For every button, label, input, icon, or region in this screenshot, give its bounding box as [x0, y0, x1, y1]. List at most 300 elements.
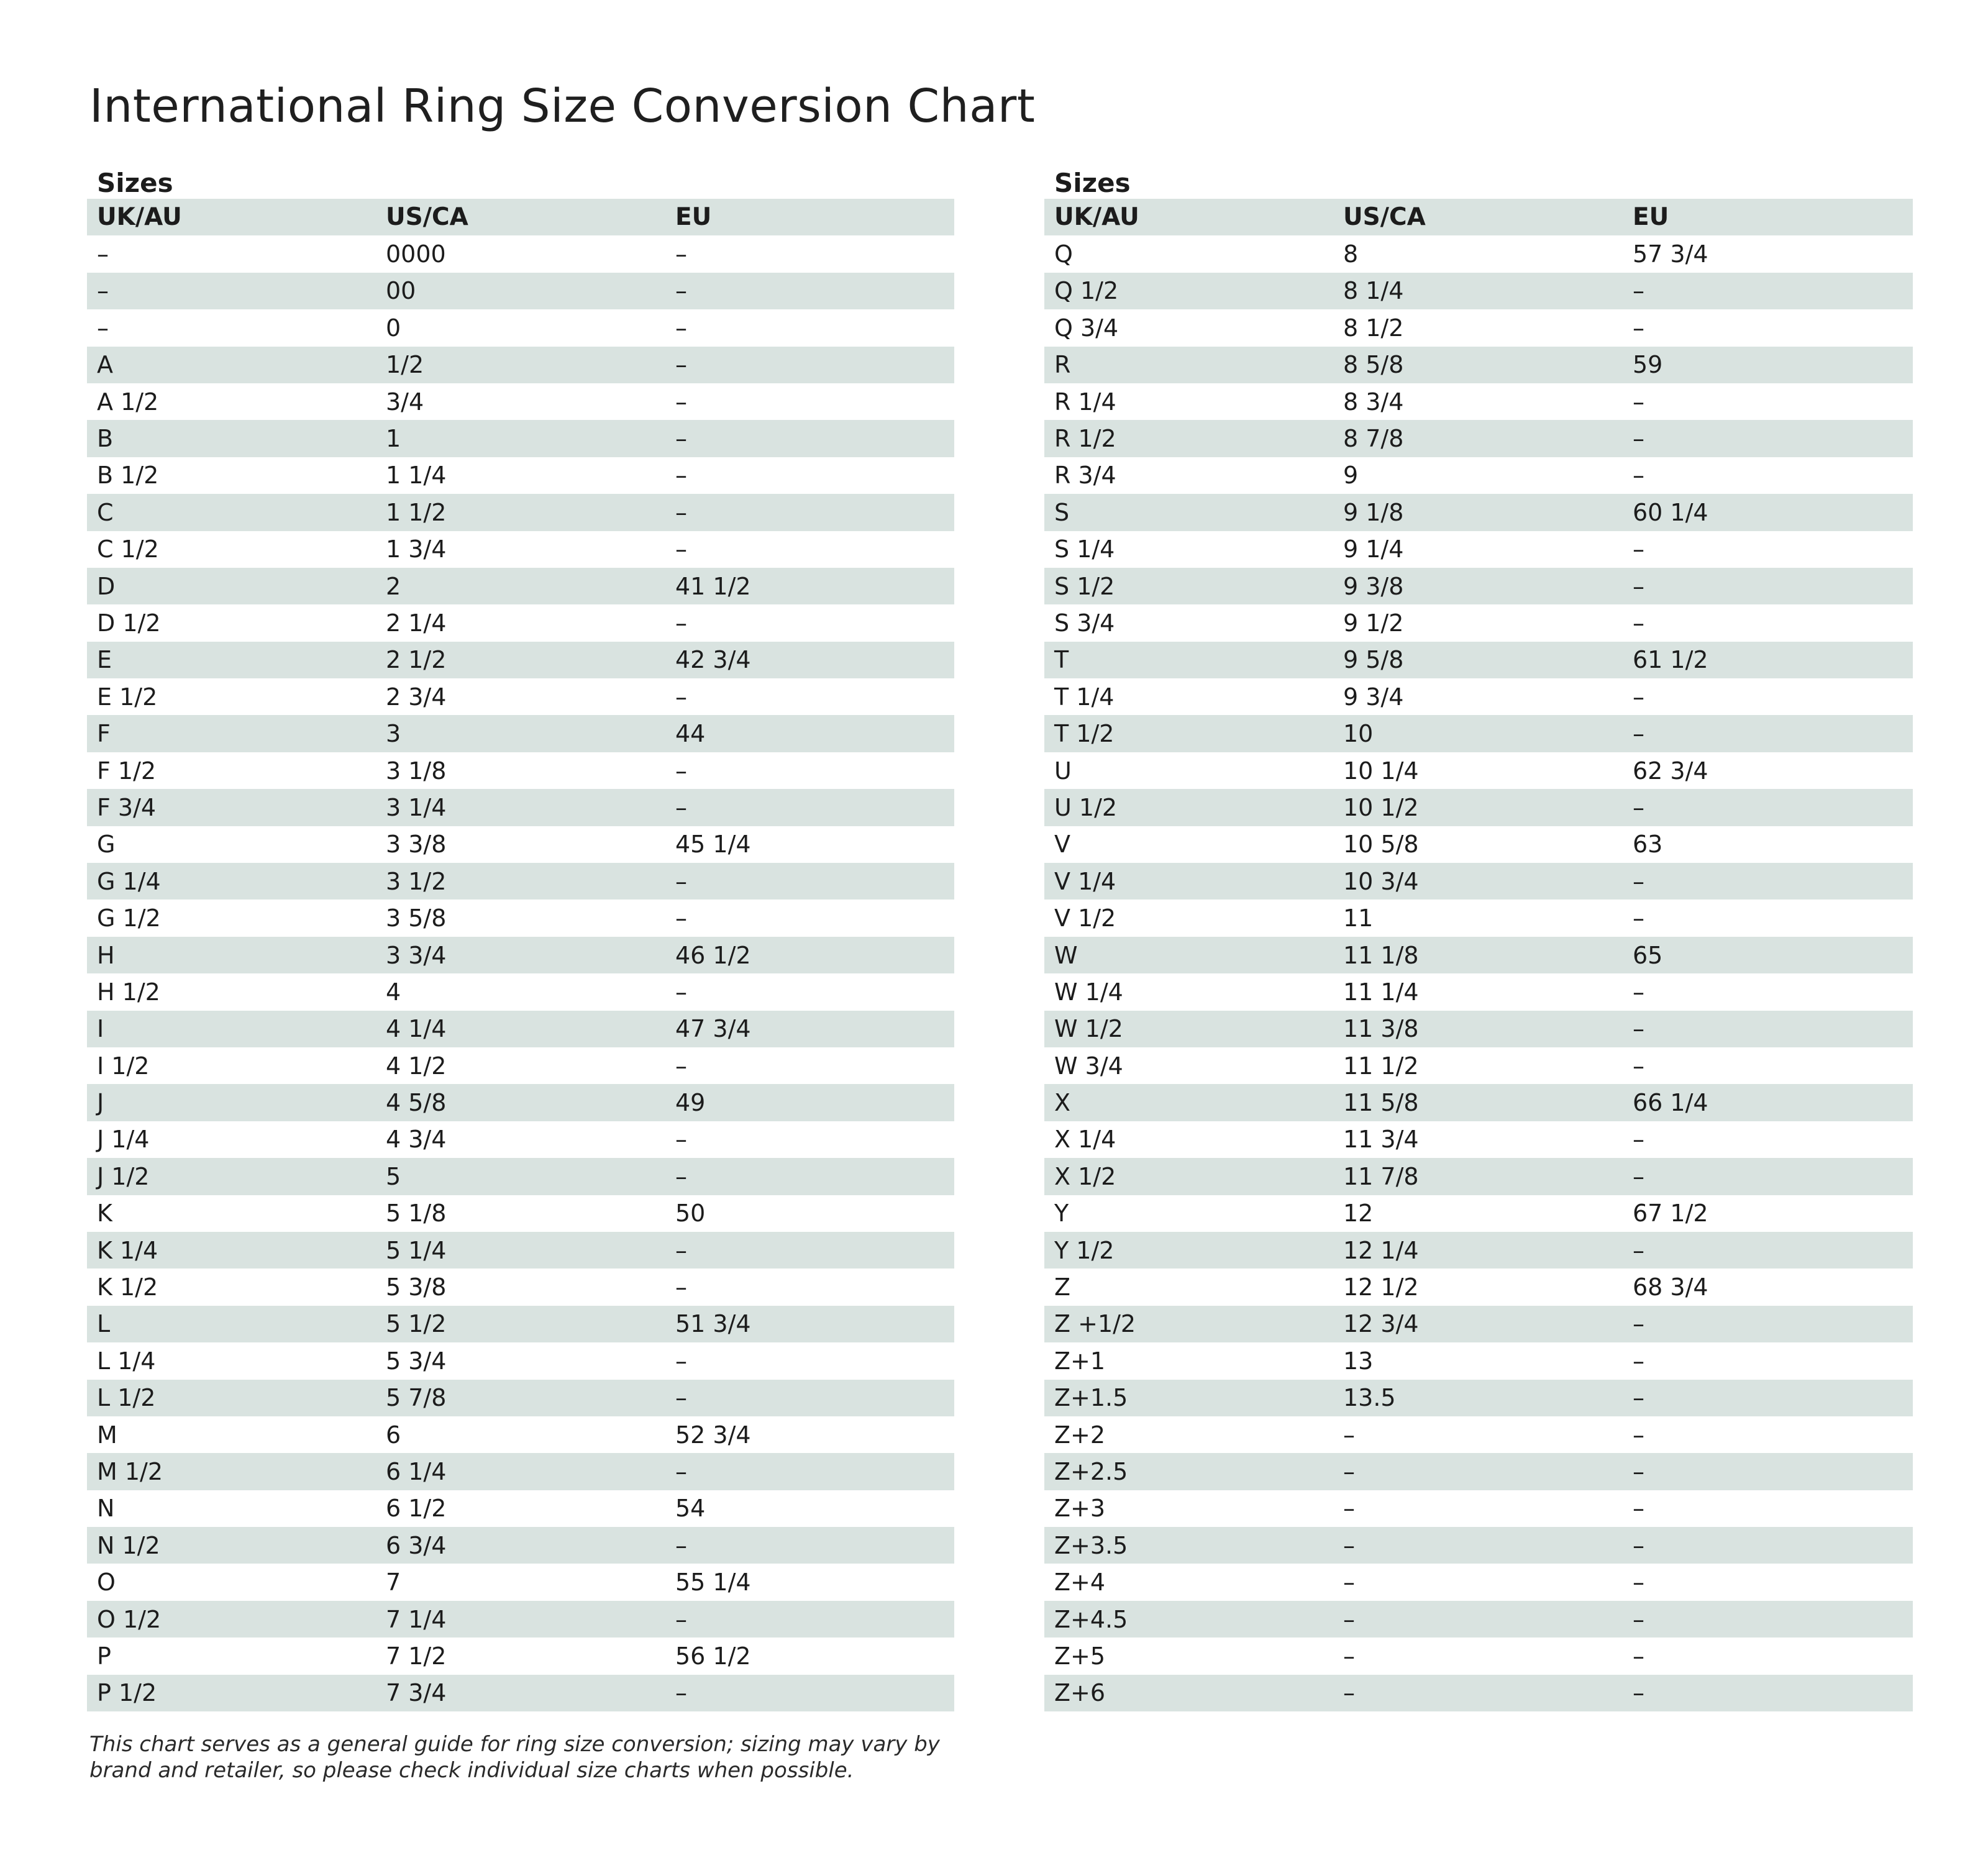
table-row — [1044, 1601, 1913, 1638]
cell-uk-au: Z+6 — [1054, 1679, 1106, 1707]
cell-eu: 50 — [675, 1200, 706, 1228]
cell-uk-au: W 1/4 — [1054, 978, 1123, 1006]
cell-us-ca: 12 1/4 — [1343, 1236, 1419, 1264]
table-row — [1044, 900, 1913, 936]
cell-us-ca: 12 — [1343, 1200, 1374, 1228]
table-row — [1044, 1269, 1913, 1305]
page-title: International Ring Size Conversion Chart — [89, 80, 1036, 133]
cell-us-ca: 10 1/4 — [1343, 757, 1419, 785]
cell-us-ca: – — [1343, 1642, 1355, 1670]
cell-uk-au: I — [97, 1015, 104, 1043]
cell-us-ca: 11 1/2 — [1343, 1052, 1419, 1080]
table-row — [87, 752, 954, 789]
cell-us-ca: 5 1/2 — [386, 1310, 447, 1338]
cell-uk-au: Z+4.5 — [1054, 1605, 1128, 1633]
cell-uk-au: J 1/2 — [97, 1162, 150, 1190]
table-row — [87, 1527, 954, 1564]
cell-us-ca: 6 — [386, 1421, 401, 1449]
cell-us-ca: – — [1343, 1457, 1355, 1485]
cell-eu: – — [1633, 867, 1644, 895]
cell-eu: – — [675, 498, 687, 526]
column-header-eu: EU — [1633, 203, 1669, 232]
cell-uk-au: R 3/4 — [1054, 462, 1116, 490]
table-row — [87, 1342, 954, 1379]
cell-eu: – — [1633, 388, 1644, 416]
cell-eu: 54 — [675, 1495, 706, 1523]
cell-us-ca: 11 3/4 — [1343, 1126, 1419, 1154]
cell-us-ca: 10 — [1343, 720, 1374, 748]
cell-eu: – — [1633, 1347, 1644, 1375]
cell-eu: – — [675, 351, 687, 379]
table-row — [1044, 1011, 1913, 1047]
cell-us-ca: 3 3/4 — [386, 941, 447, 969]
cell-eu: – — [675, 462, 687, 490]
cell-us-ca: 0000 — [386, 240, 446, 268]
table-row — [1044, 752, 1913, 789]
cell-uk-au: H 1/2 — [97, 978, 160, 1006]
cell-uk-au: G — [97, 831, 116, 859]
cell-eu: – — [1633, 572, 1644, 600]
cell-eu: – — [675, 793, 687, 821]
cell-us-ca: 5 1/4 — [386, 1236, 447, 1264]
cell-uk-au: T 1/2 — [1054, 720, 1115, 748]
table-row — [87, 678, 954, 715]
cell-us-ca: 5 7/8 — [386, 1384, 447, 1412]
cell-us-ca: 0 — [386, 314, 401, 342]
column-header-uk-au: UK/AU — [1054, 203, 1139, 232]
cell-us-ca: 11 5/8 — [1343, 1089, 1419, 1117]
cell-eu: – — [1633, 978, 1644, 1006]
cell-eu: – — [675, 1052, 687, 1080]
cell-eu: 42 3/4 — [675, 646, 751, 674]
cell-eu: 46 1/2 — [675, 941, 751, 969]
table-row — [1044, 678, 1913, 715]
column-header-us-ca: US/CA — [386, 203, 468, 232]
cell-eu: – — [675, 1347, 687, 1375]
cell-uk-au: U 1/2 — [1054, 793, 1118, 821]
cell-eu: – — [675, 388, 687, 416]
table-row — [87, 1564, 954, 1600]
cell-eu: – — [675, 978, 687, 1006]
cell-us-ca: 11 7/8 — [1343, 1162, 1419, 1190]
cell-uk-au: B — [97, 425, 114, 453]
cell-uk-au: E — [97, 646, 112, 674]
cell-uk-au: Z+3 — [1054, 1495, 1106, 1523]
cell-uk-au: H — [97, 941, 115, 969]
cell-eu: 61 1/2 — [1633, 646, 1708, 674]
cell-eu: – — [675, 1605, 687, 1633]
cell-us-ca: 3 1/2 — [386, 867, 447, 895]
cell-us-ca: 11 — [1343, 904, 1374, 932]
table-row — [87, 457, 954, 494]
cell-us-ca: 1/2 — [386, 351, 424, 379]
table-header-row — [1044, 199, 1913, 235]
cell-us-ca: 11 1/8 — [1343, 941, 1419, 969]
cell-uk-au: W 1/2 — [1054, 1015, 1123, 1043]
cell-uk-au: R — [1054, 351, 1071, 379]
cell-uk-au: Z+4 — [1054, 1569, 1106, 1597]
table-row — [87, 826, 954, 863]
cell-eu: – — [1633, 904, 1644, 932]
cell-uk-au: F 1/2 — [97, 757, 157, 785]
table-row — [1044, 1527, 1913, 1564]
table-row — [1044, 826, 1913, 863]
cell-eu: – — [675, 1531, 687, 1559]
table-row — [1044, 1416, 1913, 1453]
cell-eu: 55 1/4 — [675, 1569, 751, 1597]
cell-uk-au: P — [97, 1642, 111, 1670]
table-row — [1044, 1158, 1913, 1195]
cell-eu: 62 3/4 — [1633, 757, 1708, 785]
cell-eu: 44 — [675, 720, 706, 748]
table-row — [1044, 1084, 1913, 1121]
cell-eu: 68 3/4 — [1633, 1273, 1708, 1301]
cell-us-ca: 3 1/8 — [386, 757, 447, 785]
table-body — [1044, 235, 1913, 1711]
table-row — [1044, 273, 1913, 309]
cell-uk-au: – — [97, 314, 109, 342]
cell-uk-au: S 1/2 — [1054, 572, 1115, 600]
table-row — [1044, 1453, 1913, 1490]
cell-eu: – — [675, 1236, 687, 1264]
cell-eu: – — [675, 277, 687, 305]
table-row — [1044, 347, 1913, 383]
cell-eu: – — [675, 425, 687, 453]
table-row — [87, 863, 954, 900]
cell-uk-au: A — [97, 351, 113, 379]
table-row — [1044, 1232, 1913, 1269]
footnote-line: brand and retailer, so please check individual size charts when possible. — [89, 1758, 854, 1783]
cell-eu: 49 — [675, 1089, 706, 1117]
cell-uk-au: Z+1 — [1054, 1347, 1106, 1375]
cell-uk-au: Z+2.5 — [1054, 1457, 1128, 1485]
cell-uk-au: F 3/4 — [97, 793, 157, 821]
table-row — [87, 642, 954, 678]
cell-eu: – — [675, 757, 687, 785]
table-row — [1044, 642, 1913, 678]
table-row — [1044, 1638, 1913, 1674]
cell-uk-au: G 1/2 — [97, 904, 161, 932]
cell-uk-au: Q 3/4 — [1054, 314, 1119, 342]
cell-uk-au: W 3/4 — [1054, 1052, 1123, 1080]
cell-eu: – — [1633, 1531, 1644, 1559]
cell-us-ca: 4 3/4 — [386, 1126, 447, 1154]
cell-uk-au: K 1/2 — [97, 1273, 158, 1301]
cell-us-ca: 4 1/2 — [386, 1052, 447, 1080]
cell-eu: 52 3/4 — [675, 1421, 751, 1449]
cell-us-ca: 3 5/8 — [386, 904, 447, 932]
cell-us-ca: – — [1343, 1495, 1355, 1523]
cell-uk-au: R 1/4 — [1054, 388, 1116, 416]
cell-us-ca: 8 7/8 — [1343, 425, 1404, 453]
table-row — [87, 1490, 954, 1527]
cell-eu: – — [675, 683, 687, 711]
cell-us-ca: 8 — [1343, 240, 1359, 268]
cell-eu: – — [675, 535, 687, 563]
table-row — [87, 973, 954, 1010]
cell-eu: 56 1/2 — [675, 1642, 751, 1670]
table-row — [1044, 789, 1913, 826]
table-row — [87, 235, 954, 272]
cell-us-ca: 5 3/4 — [386, 1347, 447, 1375]
cell-eu: – — [1633, 1162, 1644, 1190]
cell-uk-au: Y — [1054, 1200, 1069, 1228]
cell-us-ca: 2 3/4 — [386, 683, 447, 711]
cell-uk-au: S — [1054, 498, 1070, 526]
cell-uk-au: K 1/4 — [97, 1236, 158, 1264]
footnote-line: This chart serves as a general guide for ring size conversion; sizing may vary by — [89, 1732, 940, 1757]
cell-uk-au: P 1/2 — [97, 1679, 157, 1707]
cell-uk-au: L 1/4 — [97, 1347, 156, 1375]
cell-eu: 59 — [1633, 351, 1663, 379]
cell-uk-au: Q 1/2 — [1054, 277, 1119, 305]
cell-uk-au: Z — [1054, 1273, 1071, 1301]
cell-us-ca: 13 — [1343, 1347, 1374, 1375]
table-row — [1044, 309, 1913, 346]
table-row — [1044, 1490, 1913, 1527]
cell-uk-au: L — [97, 1310, 111, 1338]
table-row — [87, 1638, 954, 1674]
cell-us-ca: 5 3/8 — [386, 1273, 447, 1301]
cell-eu: 47 3/4 — [675, 1015, 751, 1043]
cell-eu: – — [675, 904, 687, 932]
cell-uk-au: C 1/2 — [97, 535, 159, 563]
table-header-row — [87, 199, 954, 235]
cell-uk-au: N — [97, 1495, 115, 1523]
table-row — [87, 1675, 954, 1711]
cell-uk-au: X 1/2 — [1054, 1162, 1116, 1190]
cell-us-ca: 8 3/4 — [1343, 388, 1404, 416]
cell-eu: – — [675, 1457, 687, 1485]
cell-uk-au: I 1/2 — [97, 1052, 150, 1080]
table-row — [1044, 383, 1913, 420]
cell-us-ca: 9 1/2 — [1343, 609, 1404, 637]
table-row — [1044, 1564, 1913, 1600]
table-row — [1044, 715, 1913, 752]
cell-eu: 45 1/4 — [675, 831, 751, 859]
cell-us-ca: 8 5/8 — [1343, 351, 1404, 379]
cell-uk-au: X 1/4 — [1054, 1126, 1116, 1154]
cell-us-ca: 10 1/2 — [1343, 793, 1419, 821]
table-row — [87, 937, 954, 973]
cell-uk-au: O 1/2 — [97, 1605, 162, 1633]
cell-us-ca: 13.5 — [1343, 1384, 1396, 1412]
table-row — [1044, 568, 1913, 604]
cell-eu: – — [1633, 1236, 1644, 1264]
column-header-uk-au: UK/AU — [97, 203, 182, 232]
table-row — [87, 604, 954, 641]
cell-uk-au: M — [97, 1421, 117, 1449]
cell-us-ca: – — [1343, 1605, 1355, 1633]
table-row — [1044, 494, 1913, 531]
cell-us-ca: 1 1/4 — [386, 462, 447, 490]
table-row — [87, 1121, 954, 1158]
cell-us-ca: 8 1/2 — [1343, 314, 1404, 342]
cell-eu: – — [675, 1679, 687, 1707]
table-body — [87, 235, 954, 1711]
table-row — [87, 1047, 954, 1084]
footnote — [89, 1731, 959, 1783]
cell-eu: – — [675, 1384, 687, 1412]
cell-uk-au: Z +1/2 — [1054, 1310, 1136, 1338]
table-row — [87, 383, 954, 420]
cell-us-ca: 2 1/2 — [386, 646, 447, 674]
cell-eu: 41 1/2 — [675, 572, 751, 600]
cell-eu: – — [1633, 1421, 1644, 1449]
cell-uk-au: T — [1054, 646, 1069, 674]
table-row — [1044, 531, 1913, 568]
cell-eu: – — [1633, 1679, 1644, 1707]
cell-us-ca: 9 1/4 — [1343, 535, 1404, 563]
cell-eu: – — [1633, 314, 1644, 342]
cell-us-ca: 1 — [386, 425, 401, 453]
cell-uk-au: E 1/2 — [97, 683, 158, 711]
table-row — [1044, 1380, 1913, 1416]
cell-uk-au: F — [97, 720, 111, 748]
cell-uk-au: V 1/4 — [1054, 867, 1116, 895]
table-row — [87, 1011, 954, 1047]
cell-us-ca: 7 1/2 — [386, 1642, 447, 1670]
cell-us-ca: 3/4 — [386, 388, 424, 416]
cell-us-ca: 6 1/2 — [386, 1495, 447, 1523]
cell-eu: – — [675, 314, 687, 342]
cell-eu: – — [1633, 1642, 1644, 1670]
size-table-left — [87, 163, 954, 1711]
table-row — [1044, 1675, 1913, 1711]
cell-uk-au: Z+1.5 — [1054, 1384, 1128, 1412]
cell-uk-au: V 1/2 — [1054, 904, 1116, 932]
cell-eu: – — [1633, 535, 1644, 563]
cell-eu: – — [675, 240, 687, 268]
table-row — [87, 273, 954, 309]
table-row — [87, 1453, 954, 1490]
cell-us-ca: 4 5/8 — [386, 1089, 447, 1117]
cell-eu: – — [1633, 1605, 1644, 1633]
cell-uk-au: R 1/2 — [1054, 425, 1116, 453]
table-row — [87, 1158, 954, 1195]
table-row — [1044, 457, 1913, 494]
cell-eu: – — [1633, 1569, 1644, 1597]
cell-us-ca: 3 — [386, 720, 401, 748]
table-row — [1044, 604, 1913, 641]
cell-us-ca: 9 5/8 — [1343, 646, 1404, 674]
table-row — [87, 1195, 954, 1232]
sizes-label: Sizes — [1054, 168, 1131, 198]
table-row — [1044, 1047, 1913, 1084]
cell-eu: – — [1633, 1310, 1644, 1338]
cell-us-ca: 12 1/2 — [1343, 1273, 1419, 1301]
cell-uk-au: M 1/2 — [97, 1457, 163, 1485]
table-row — [87, 1232, 954, 1269]
cell-us-ca: 11 3/8 — [1343, 1015, 1419, 1043]
cell-uk-au: C — [97, 498, 114, 526]
cell-uk-au: W — [1054, 941, 1078, 969]
cell-us-ca: 1 1/2 — [386, 498, 447, 526]
cell-eu: 65 — [1633, 941, 1663, 969]
cell-uk-au: – — [97, 240, 109, 268]
cell-us-ca: – — [1343, 1421, 1355, 1449]
cell-us-ca: 6 3/4 — [386, 1531, 447, 1559]
cell-us-ca: 7 — [386, 1569, 401, 1597]
table-row — [87, 1306, 954, 1342]
table-row — [87, 531, 954, 568]
cell-us-ca: 8 1/4 — [1343, 277, 1404, 305]
cell-us-ca: 1 3/4 — [386, 535, 447, 563]
cell-eu: 60 1/4 — [1633, 498, 1708, 526]
cell-us-ca: 3 3/8 — [386, 831, 447, 859]
cell-eu: 66 1/4 — [1633, 1089, 1708, 1117]
cell-us-ca: – — [1343, 1569, 1355, 1597]
cell-us-ca: – — [1343, 1679, 1355, 1707]
cell-eu: 51 3/4 — [675, 1310, 751, 1338]
cell-uk-au: A 1/2 — [97, 388, 159, 416]
cell-us-ca: 3 1/4 — [386, 793, 447, 821]
cell-eu: 67 1/2 — [1633, 1200, 1708, 1228]
cell-us-ca: 2 — [386, 572, 401, 600]
cell-uk-au: D — [97, 572, 116, 600]
cell-us-ca: 7 1/4 — [386, 1605, 447, 1633]
table-row — [1044, 973, 1913, 1010]
cell-uk-au: T 1/4 — [1054, 683, 1115, 711]
cell-uk-au: Z+2 — [1054, 1421, 1106, 1449]
cell-eu: – — [1633, 609, 1644, 637]
table-row — [87, 309, 954, 346]
cell-us-ca: 2 1/4 — [386, 609, 447, 637]
cell-eu: – — [1633, 425, 1644, 453]
cell-us-ca: 00 — [386, 277, 416, 305]
table-row — [87, 900, 954, 936]
table-row — [1044, 1342, 1913, 1379]
cell-uk-au: X — [1054, 1089, 1071, 1117]
table-row — [87, 1416, 954, 1453]
cell-uk-au: V — [1054, 831, 1070, 859]
cell-us-ca: 12 3/4 — [1343, 1310, 1419, 1338]
table-row — [87, 715, 954, 752]
cell-uk-au: Z+5 — [1054, 1642, 1106, 1670]
cell-eu: – — [1633, 683, 1644, 711]
table-row — [87, 568, 954, 604]
table-row — [1044, 1195, 1913, 1232]
cell-uk-au: J 1/4 — [97, 1126, 150, 1154]
cell-uk-au: S 3/4 — [1054, 609, 1115, 637]
cell-uk-au: J — [97, 1089, 104, 1117]
cell-uk-au: G 1/4 — [97, 867, 161, 895]
cell-us-ca: 4 — [386, 978, 401, 1006]
cell-eu: – — [1633, 793, 1644, 821]
column-header-us-ca: US/CA — [1343, 203, 1426, 232]
cell-uk-au: N 1/2 — [97, 1531, 160, 1559]
cell-eu: – — [675, 1162, 687, 1190]
cell-us-ca: 11 1/4 — [1343, 978, 1419, 1006]
table-row — [1044, 863, 1913, 900]
cell-us-ca: 6 1/4 — [386, 1457, 447, 1485]
cell-eu: – — [1633, 1457, 1644, 1485]
cell-uk-au: U — [1054, 757, 1072, 785]
cell-uk-au: Y 1/2 — [1054, 1236, 1115, 1264]
cell-us-ca: 5 1/8 — [386, 1200, 447, 1228]
table-row — [1044, 1121, 1913, 1158]
cell-eu: – — [675, 1126, 687, 1154]
cell-uk-au: – — [97, 277, 109, 305]
cell-uk-au: K — [97, 1200, 112, 1228]
table-row — [87, 1269, 954, 1305]
cell-us-ca: 9 3/8 — [1343, 572, 1404, 600]
cell-us-ca: 10 3/4 — [1343, 867, 1419, 895]
column-header-eu: EU — [675, 203, 712, 232]
cell-eu: – — [1633, 1052, 1644, 1080]
table-row — [87, 1084, 954, 1121]
table-row — [87, 1380, 954, 1416]
